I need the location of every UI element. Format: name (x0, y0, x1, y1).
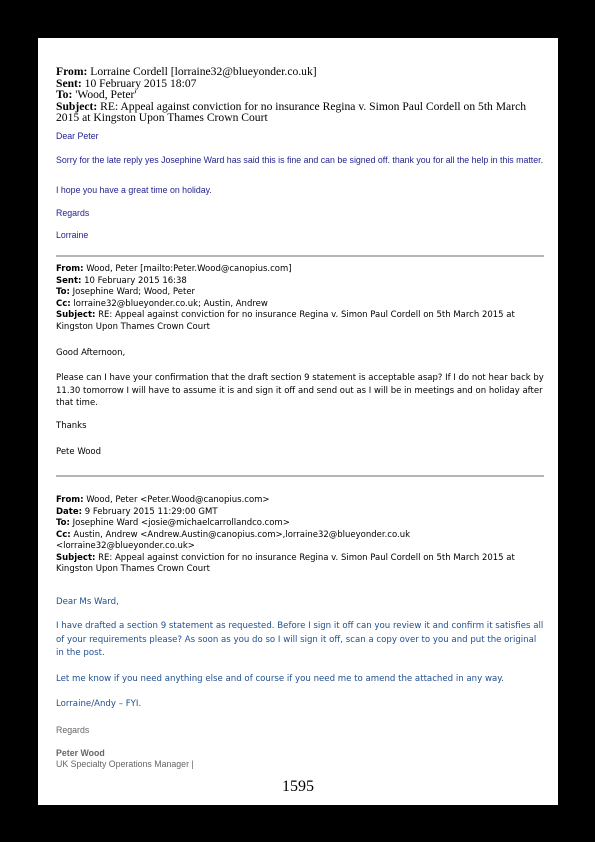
from-label: From: (56, 65, 88, 78)
email3-cc-line (56, 530, 544, 553)
email1-subject: RE: Appeal against conviction for no insurance Regina v. Simon Paul Cordell on 5th March 2015 at Kingston Upon Thames Crown Court (56, 99, 527, 124)
email1-para1: Sorry for the late reply yes Josephine Ward has said this is fine and can be signed off. thank you for all the help in this matter. (56, 155, 544, 165)
email1-para2: I hope you have a great time on holiday. (56, 185, 212, 195)
email2-cc-line (56, 299, 544, 311)
to-label: To: (56, 518, 70, 528)
subject-label: Subject: (56, 99, 98, 113)
email2-from-line (56, 264, 544, 276)
sent-label: Sent: (56, 76, 82, 90)
email2-sent: 10 February 2015 16:38 (84, 275, 187, 286)
email2-to-line (56, 287, 544, 299)
email3-header (56, 495, 544, 576)
email2-sent-line (56, 276, 544, 288)
email3-greeting: Dear Ms Ward, (56, 597, 119, 607)
email2-cc: lorraine32@blueyonder.co.uk; Austin, Andrew (73, 298, 268, 309)
email3-subject-line (56, 553, 544, 576)
email3-para3: Lorraine/Andy – FYI. (56, 699, 142, 709)
email1-sent: 10 February 2015 18:07 (84, 76, 197, 90)
email1-from: Lorraine Cordell [lorraine32@blueyonder.co.uk] (90, 65, 317, 78)
email1-closing: Regards (56, 208, 90, 218)
email1-to: 'Wood, Peter' (75, 88, 137, 101)
email3-to-line (56, 518, 544, 530)
email1-header (56, 66, 544, 124)
from-label: From: (56, 495, 84, 505)
email2-subject: RE: Appeal against conviction for no insurance Regina v. Simon Paul Cordell on 5th March 2015 at Kingston Upon Thames Crown Court (56, 310, 515, 332)
email2-header (56, 264, 544, 333)
to-label: To: (56, 287, 70, 297)
email2-from: Wood, Peter [mailto:Peter.Wood@canopius.com] (86, 264, 292, 274)
email1-signature: Lorraine (56, 230, 89, 240)
email3-closing: Regards (56, 725, 90, 735)
email2-subject-line (56, 310, 544, 333)
email3-subject: RE: Appeal against conviction for no insurance Regina v. Simon Paul Cordell on 5th March 2015 at Kingston Upon Thames Crown Court (56, 552, 515, 574)
email3-cc: Austin, Andrew <Andrew.Austin@canopius.com>,lorraine32@blueyonder.co.uk <lorraine32@blueyonder.co.uk> (56, 529, 411, 551)
email3-from: Wood, Peter <Peter.Wood@canopius.com> (86, 495, 270, 505)
email2-para1: Please can I have your confirmation that the draft section 9 statement is acceptable asap? If I do not hear back by 11.30 tomorrow I will have to assume it is and sign it off and send out as I will be in meetings and on holiday after that time. (56, 373, 544, 408)
cc-label: Cc: (56, 298, 71, 309)
separator-rule (56, 255, 544, 257)
email2-signature: Pete Wood (56, 447, 102, 457)
page-number: 1595 (282, 778, 314, 795)
date-label: Date: (56, 506, 83, 517)
email3-to: Josephine Ward <josie@michaelcarrollandco.com> (72, 518, 290, 528)
sent-label: Sent: (56, 275, 82, 286)
to-label: To: (56, 88, 73, 101)
from-label: From: (56, 264, 84, 274)
email3-signature-name: Peter Wood (56, 748, 105, 758)
email3-para1: I have drafted a section 9 statement as requested. Before I sign it off can you review it and confirm it satisfies all of your requirements please? As soon as you do so I will sign it off, scan a copy over to you and put the original in the post. (56, 621, 544, 658)
email3-from-line (56, 495, 544, 507)
subject-label: Subject: (56, 310, 96, 320)
email1-greeting: Dear Peter (56, 131, 99, 141)
document-page (38, 38, 558, 805)
email2-closing: Thanks (56, 421, 87, 431)
cc-label: Cc: (56, 529, 71, 540)
email3-date-line (56, 507, 544, 519)
subject-label: Subject: (56, 552, 96, 563)
email1-subject-line (56, 101, 544, 124)
email2-to: Josephine Ward; Wood, Peter (72, 287, 196, 297)
email3-para2: Let me know if you need anything else and of course if you need me to amend the attached in any way. (56, 674, 504, 684)
separator-rule (56, 475, 544, 477)
email3-date: 9 February 2015 11:29:00 GMT (84, 506, 218, 517)
email2-greeting: Good Afternoon, (56, 348, 126, 358)
email3-signature-title: UK Specialty Operations Manager | (56, 759, 194, 769)
